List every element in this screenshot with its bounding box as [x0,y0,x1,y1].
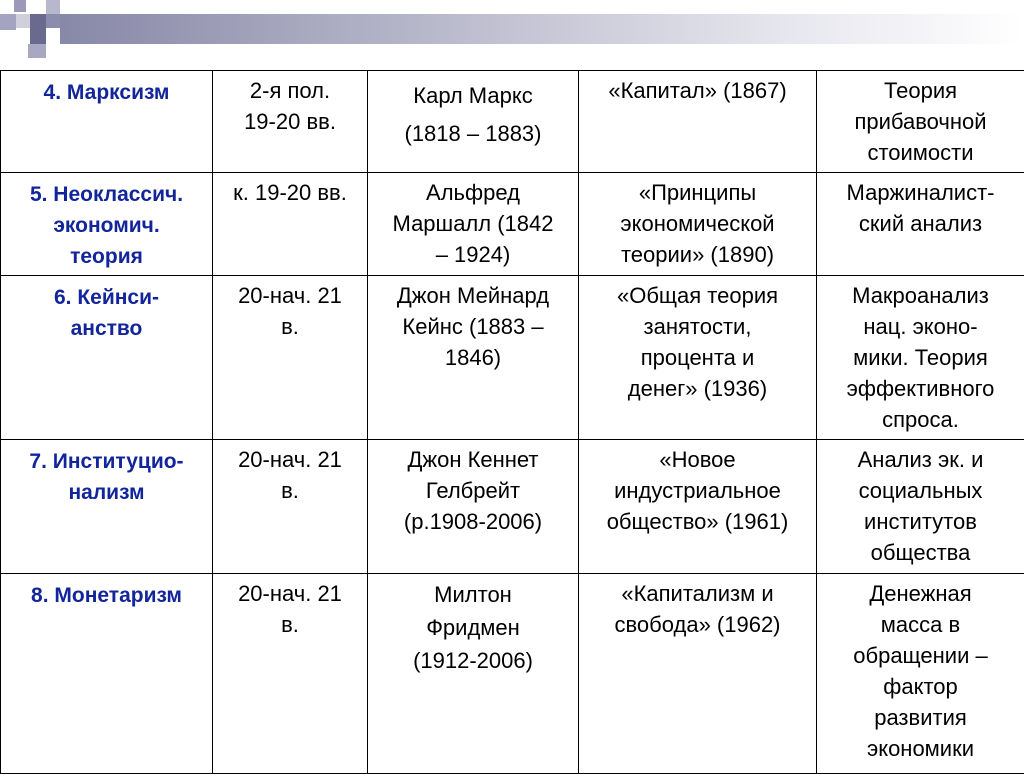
decor-square [16,14,30,28]
decor-square [46,0,60,14]
author-cell: Милтон Фридмен (1912-2006) [368,574,579,774]
school-cell: 6. Кейнси- анство [1,276,213,440]
contribution-cell: Маржиналист- ский анализ [817,173,1024,276]
decor-square [28,44,46,58]
economic-schools-table [0,70,1024,774]
decor-square [0,14,16,30]
decor-square [14,0,26,12]
table-row [1,71,1024,173]
school-cell: 7. Институцио- нализм [1,440,213,574]
author-cell: Карл Маркс (1818 – 1883) [368,71,579,173]
school-cell: 5. Неоклассич. экономич. теория [1,173,213,276]
work-cell: «Новое индустриальное общество» (1961) [579,440,817,574]
decor-square [30,14,46,44]
contribution-cell: Макроанализ нац. эконо- мики. Теория эффективного спроса. [817,276,1024,440]
header-gradient-bar [60,14,1024,44]
work-cell: «Общая теория занятости, процента и денег» (1936) [579,276,817,440]
decor-square [46,14,60,28]
table-row [1,173,1024,276]
period-cell: 20-нач. 21 в. [213,276,368,440]
period-cell: 2-я пол. 19-20 вв. [213,71,368,173]
period-cell: 20-нач. 21 в. [213,440,368,574]
work-cell: «Капитализм и свобода» (1962) [579,574,817,774]
author-cell: Альфред Маршалл (1842 – 1924) [368,173,579,276]
work-cell: «Капитал» (1867) [579,71,817,173]
contribution-cell: Анализ эк. и социальных институтов общества [817,440,1024,574]
work-cell: «Принципы экономической теории» (1890) [579,173,817,276]
table-row [1,440,1024,574]
contribution-cell: Теория прибавочной стоимости [817,71,1024,173]
table-row [1,276,1024,440]
period-cell: к. 19-20 вв. [213,173,368,276]
author-cell: Джон Кеннет Гелбрейт (р.1908-2006) [368,440,579,574]
school-cell: 4. Марксизм [1,71,213,173]
author-cell: Джон Мейнард Кейнс (1883 – 1846) [368,276,579,440]
period-cell: 20-нач. 21 в. [213,574,368,774]
table-row [1,574,1024,774]
contribution-cell: Денежная масса в обращении – фактор развития экономики [817,574,1024,774]
school-cell: 8. Монетаризм [1,574,213,774]
